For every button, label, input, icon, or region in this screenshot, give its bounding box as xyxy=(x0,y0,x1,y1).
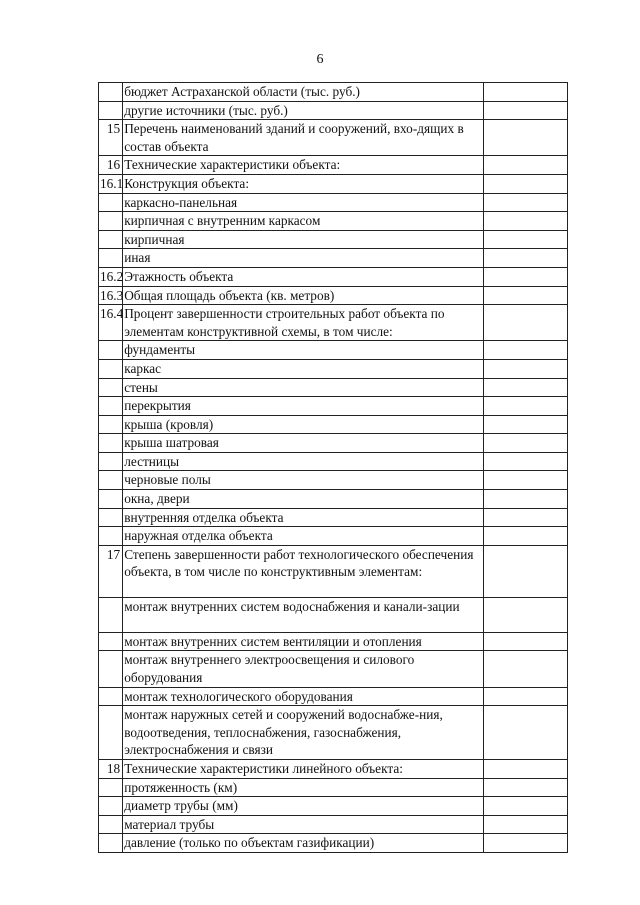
row-label: наружная отделка объекта xyxy=(123,527,484,546)
row-label: Технические характеристики линейного объекта: xyxy=(123,760,484,779)
row-number xyxy=(99,527,123,546)
row-number xyxy=(99,651,123,687)
row-number: 16.3 xyxy=(99,286,123,305)
row-label: монтаж внутреннего электроосвещения и силового оборудования xyxy=(123,651,484,687)
row-value-cell[interactable] xyxy=(484,212,568,231)
row-number xyxy=(99,359,123,378)
row-value-cell[interactable] xyxy=(484,651,568,687)
row-value-cell[interactable] xyxy=(484,156,568,175)
row-value-cell[interactable] xyxy=(484,286,568,305)
row-label: крыша шатровая xyxy=(123,434,484,453)
row-number xyxy=(99,687,123,706)
row-number: 18 xyxy=(99,760,123,779)
table-row xyxy=(99,230,568,249)
row-label: монтаж внутренних систем водоснабжения и канали-зации xyxy=(123,597,484,632)
table-row xyxy=(99,397,568,416)
row-label: черновые полы xyxy=(123,471,484,490)
row-number: 16 xyxy=(99,156,123,175)
row-value-cell[interactable] xyxy=(484,378,568,397)
row-number xyxy=(99,834,123,853)
object-characteristics-table xyxy=(98,82,568,853)
row-number xyxy=(99,778,123,797)
row-value-cell[interactable] xyxy=(484,778,568,797)
row-value-cell[interactable] xyxy=(484,815,568,834)
row-value-cell[interactable] xyxy=(484,267,568,286)
table-row xyxy=(99,415,568,434)
table-row xyxy=(99,471,568,490)
row-label: монтаж наружных сетей и сооружений водоснабже-ния, водоотведения, теплоснабжения, газоснабжения, электроснабжения и связи xyxy=(123,706,484,760)
table-row xyxy=(99,174,568,193)
table-row xyxy=(99,249,568,268)
row-value-cell[interactable] xyxy=(484,359,568,378)
row-number: 17 xyxy=(99,545,123,597)
table-body xyxy=(99,83,568,853)
row-label: окна, двери xyxy=(123,490,484,509)
row-number xyxy=(99,632,123,651)
row-label: давление (только по объектам газификации) xyxy=(123,834,484,853)
table-row xyxy=(99,597,568,632)
row-label: монтаж технологического оборудования xyxy=(123,687,484,706)
table-row xyxy=(99,778,568,797)
row-number: 15 xyxy=(99,120,123,156)
row-number xyxy=(99,508,123,527)
row-label: кирпичная xyxy=(123,230,484,249)
table-row xyxy=(99,545,568,597)
row-value-cell[interactable] xyxy=(484,687,568,706)
table-row xyxy=(99,490,568,509)
row-value-cell[interactable] xyxy=(484,508,568,527)
table-row xyxy=(99,286,568,305)
row-number xyxy=(99,452,123,471)
row-value-cell[interactable] xyxy=(484,706,568,760)
table-row xyxy=(99,797,568,816)
row-label: бюджет Астраханской области (тыс. руб.) xyxy=(123,83,484,102)
table-row xyxy=(99,651,568,687)
row-number: 16.2 xyxy=(99,267,123,286)
table-row xyxy=(99,508,568,527)
row-label: Этажность объекта xyxy=(123,267,484,286)
row-number xyxy=(99,597,123,632)
row-value-cell[interactable] xyxy=(484,230,568,249)
row-label: Перечень наименований зданий и сооружений, вхо-дящих в состав объекта xyxy=(123,120,484,156)
row-number xyxy=(99,230,123,249)
table-row xyxy=(99,452,568,471)
table-row xyxy=(99,193,568,212)
row-label: другие источники (тыс. руб.) xyxy=(123,101,484,120)
row-label: каркасно-панельная xyxy=(123,193,484,212)
row-value-cell[interactable] xyxy=(484,120,568,156)
row-number xyxy=(99,83,123,102)
row-label: каркас xyxy=(123,359,484,378)
row-value-cell[interactable] xyxy=(484,415,568,434)
row-label: кирпичная с внутренним каркасом xyxy=(123,212,484,231)
table-row xyxy=(99,212,568,231)
row-number xyxy=(99,797,123,816)
row-value-cell[interactable] xyxy=(484,305,568,341)
row-number xyxy=(99,706,123,760)
table-row xyxy=(99,632,568,651)
row-label: стены xyxy=(123,378,484,397)
row-number xyxy=(99,815,123,834)
row-value-cell[interactable] xyxy=(484,490,568,509)
row-label: внутренняя отделка объекта xyxy=(123,508,484,527)
row-value-cell[interactable] xyxy=(484,249,568,268)
row-label: перекрытия xyxy=(123,397,484,416)
table-row xyxy=(99,267,568,286)
row-value-cell[interactable] xyxy=(484,545,568,597)
row-label: фундаменты xyxy=(123,341,484,360)
row-value-cell[interactable] xyxy=(484,597,568,632)
row-number: 16.1 xyxy=(99,174,123,193)
row-label: Общая площадь объекта (кв. метров) xyxy=(123,286,484,305)
row-label: протяженность (км) xyxy=(123,778,484,797)
table-row xyxy=(99,359,568,378)
table-row xyxy=(99,834,568,853)
row-label: крыша (кровля) xyxy=(123,415,484,434)
row-value-cell[interactable] xyxy=(484,760,568,779)
row-value-cell[interactable] xyxy=(484,834,568,853)
page-number: 6 xyxy=(316,52,324,67)
table-row xyxy=(99,378,568,397)
table-row xyxy=(99,83,568,102)
row-label: Конструкция объекта: xyxy=(123,174,484,193)
table-row xyxy=(99,706,568,760)
row-value-cell[interactable] xyxy=(484,397,568,416)
row-value-cell[interactable] xyxy=(484,193,568,212)
row-number xyxy=(99,101,123,120)
table-row xyxy=(99,687,568,706)
table-row xyxy=(99,156,568,175)
row-label: Процент завершенности строительных работ объекта по элементам конструктивной схемы, в том числе: xyxy=(123,305,484,341)
row-number xyxy=(99,471,123,490)
row-value-cell[interactable] xyxy=(484,83,568,102)
row-value-cell[interactable] xyxy=(484,527,568,546)
row-number xyxy=(99,434,123,453)
table-row xyxy=(99,815,568,834)
table-row xyxy=(99,101,568,120)
row-label: Технические характеристики объекта: xyxy=(123,156,484,175)
row-label: диаметр трубы (мм) xyxy=(123,797,484,816)
table-row xyxy=(99,760,568,779)
row-number xyxy=(99,341,123,360)
row-value-cell[interactable] xyxy=(484,452,568,471)
table-row xyxy=(99,434,568,453)
table-row xyxy=(99,305,568,341)
row-value-cell[interactable] xyxy=(484,471,568,490)
row-value-cell[interactable] xyxy=(484,341,568,360)
table-row xyxy=(99,341,568,360)
row-label: материал трубы xyxy=(123,815,484,834)
row-number xyxy=(99,415,123,434)
row-number xyxy=(99,397,123,416)
row-number xyxy=(99,212,123,231)
row-number xyxy=(99,490,123,509)
row-value-cell[interactable] xyxy=(484,434,568,453)
row-value-cell[interactable] xyxy=(484,632,568,651)
row-number xyxy=(99,378,123,397)
row-label: иная xyxy=(123,249,484,268)
row-label: Степень завершенности работ технологического обеспечения объекта, в том числе по конструктивным элементам: xyxy=(123,545,484,597)
row-label: монтаж внутренних систем вентиляции и отопления xyxy=(123,632,484,651)
row-number xyxy=(99,193,123,212)
row-value-cell[interactable] xyxy=(484,174,568,193)
row-label: лестницы xyxy=(123,452,484,471)
table-row xyxy=(99,527,568,546)
table-row xyxy=(99,120,568,156)
row-value-cell[interactable] xyxy=(484,797,568,816)
row-number: 16.4 xyxy=(99,305,123,341)
row-value-cell[interactable] xyxy=(484,101,568,120)
row-number xyxy=(99,249,123,268)
